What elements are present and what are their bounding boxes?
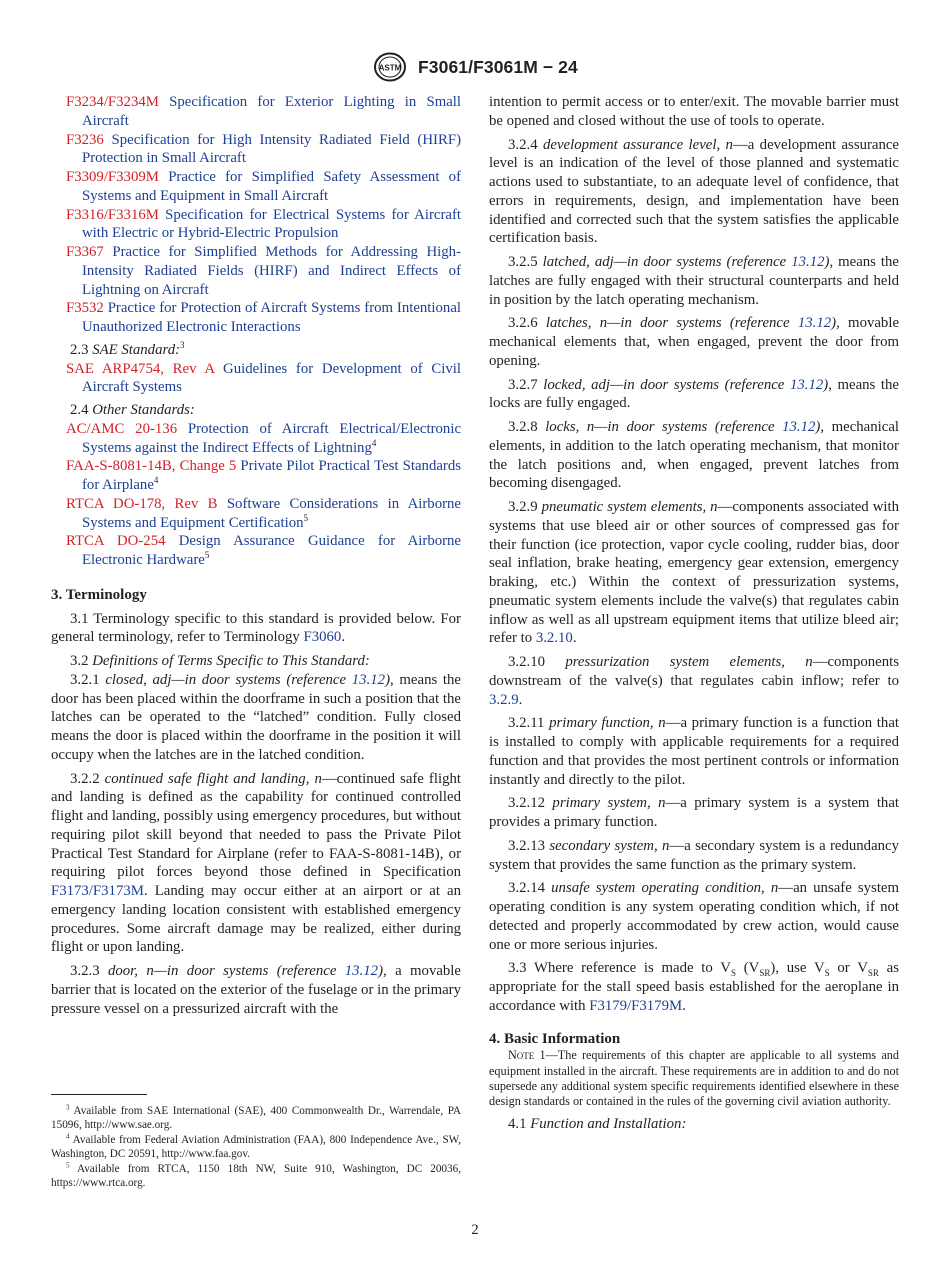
- astm-logo-text: ASTM: [378, 63, 402, 73]
- reference-list: [51, 93, 461, 337]
- reference-item[interactable]: F3309/F3309M Practice for Simplified Safety Assessment of Systems and Equipment in Small Aircraft: [66, 169, 462, 204]
- section-4-heading: 4. Basic Information: [489, 1030, 621, 1047]
- link-13-12[interactable]: 13.12: [791, 254, 825, 270]
- reference-item[interactable]: F3532 Practice for Protection of Aircraft Systems from Intentional Unauthorized Electronic Interactions: [66, 300, 461, 335]
- reference-item[interactable]: RTCA DO-178, Rev B Software Considerations in Airborne Systems and Equipment Certification$^5$: [66, 495, 461, 531]
- footnote: $^5$ Available from RTCA, 1150 18th NW, Suite 910, Washington, DC 20036, https://www.rtca.org.: [51, 1161, 462, 1189]
- reference-item[interactable]: F3316/F3316M Specification for Electrical Systems for Aircraft with Electric or Hybrid-Electric Propulsion: [66, 206, 461, 242]
- paragraph-3-2-4: 3.2.4 development assurance level, n—a development assurance level is an indication of the level of those planned and systematic actions used to substantiate, to an adequate level of confidence, that errors in requirements, design, and implementation have been identified and corrected such that the system satisfies the applicable certification basis.: [489, 136, 900, 247]
- section-3-heading: 3. Terminology: [51, 586, 147, 603]
- page-header: [0, 52, 950, 82]
- paragraph-3-2-11: 3.2.11 primary function, n—a primary function is a function that is installed to comply with applicable requirements for a required function and that provides the most pertinent controls or information instantly and directly to the pilot.: [489, 715, 899, 788]
- paragraph-3-2-8: 3.2.8 locks, n—in door systems (reference 13.12), mechanical elements, in addition to the latch operating mechanism, that monitor the latch positions and, when engaged, prevent latches from becoming disengaged.: [489, 419, 900, 492]
- paragraph-3-2: 3.2 Definitions of Terms Specific to This Standard:: [70, 653, 370, 669]
- reference-item[interactable]: FAA-S-8081-14B, Change 5 Private Pilot Practical Test Standards for Airplane$^4$: [66, 458, 461, 493]
- reference-item[interactable]: F3367 Practice for Simplified Methods for Addressing High-Intensity Radiated Fields (HIRF) and Indirect Effects of Lightning on Aircraft: [66, 244, 461, 298]
- paragraph-3-1: 3.1 Terminology specific to this standard is provided below. For general terminology, refer to Terminology F3060.: [51, 610, 461, 646]
- paragraph-3-2-2: 3.2.2 continued safe flight and landing, n—continued safe flight and landing is defined as the capability for continued controlled flight and landing, possibly using emergency procedures, but without requiring pilot skill beyond that needed to pass the Private Pilot Practical Test Standard for Airplane (refer to FAA-S-8081-14B), or requiring pilot forces beyond those defined in Specification F3173/F3173M. Landing may occur either at an airport or at an emergency landing location consistent with established emergency procedures. Some aircraft damage may be realized, either during flight or upon landing.: [51, 770, 461, 956]
- paragraph-3-3: 3.3 Where reference is made to $V_S$ $(V_{SR})$, use $V_S$ or $V_{SR}$ as appropriate for the stall speed basis established for the aeroplane in accordance with F3179/F3179M.: [489, 960, 899, 1014]
- reference-item[interactable]: F3236 Specification for High Intensity Radiated Field (HIRF) Protection in Small Aircraft: [66, 131, 461, 167]
- reference-item[interactable]: AC/AMC 20-136 Protection of Aircraft Electrical/Electronic Systems against the Indirect Effects of Lightning$^4$: [66, 420, 462, 456]
- footnote: $^3$ Available from SAE International (SAE), 400 Commonwealth Dr., Warrendale, PA 15096, http://www.sae.org.: [51, 1103, 461, 1131]
- footnotes: [51, 1104, 461, 1191]
- paragraph-3-2-6: 3.2.6 latches, n—in door systems (reference 13.12), movable mechanical elements that, when engaged, prevent the door from opening.: [489, 315, 900, 369]
- link-f3173[interactable]: F3173/F3173M: [51, 883, 144, 899]
- link-13-12[interactable]: 13.12: [782, 419, 816, 435]
- left-column: [51, 93, 461, 1023]
- link-3-2-10[interactable]: 3.2.10: [535, 630, 573, 647]
- section-2-4-heading: 2.4 Other Standards:: [70, 402, 195, 418]
- paragraph-3-2-10: 3.2.10 pressurization system elements, n—components downstream of the valve(s) that regulates cabin inflow; refer to 3.2.9.: [489, 654, 899, 708]
- reference-item[interactable]: SAE ARP4754, Rev A Guidelines for Development of Civil Aircraft Systems: [66, 360, 461, 396]
- paragraph-3-2-7: 3.2.7 locked, adj—in door systems (reference 13.12), means the locks are fully engaged.: [489, 376, 899, 412]
- reference-item[interactable]: F3234/F3234M Specification for Exterior Lighting in Small Aircraft: [66, 94, 461, 129]
- footnote: $^4$ Available from Federal Aviation Administration (FAA), 800 Independence Ave., SW, Washington, DC 20591, http://www.faa.gov.: [51, 1132, 461, 1160]
- right-column: [489, 93, 899, 1139]
- link-13-12[interactable]: 13.12: [344, 963, 379, 979]
- link-13-12[interactable]: 13.12: [797, 315, 832, 332]
- link-3-2-9[interactable]: 3.2.9: [489, 691, 519, 708]
- paragraph-3-2-3-continued: intention to permit access or to enter/exit. The movable barrier must be opened and closed without the use of tools to operate.: [489, 94, 899, 129]
- paragraph-3-2-14: 3.2.14 unsafe system operating condition, n—an unsafe system operating condition is any system operating condition which, if not detected and properly accommodated by crew action, would cause one or more serious injuries.: [489, 880, 900, 953]
- document-designation: F3061/F3061M − 24: [418, 57, 578, 77]
- paragraph-3-2-1: 3.2.1 closed, adj—in door systems (reference 13.12), means the door has been placed within the doorframe in such a position that the latches can be operated to the “latched” condition. Fully closed means the door is placed within the doorframe in the position it will occupy when the latches are in the latched condition.: [51, 671, 462, 763]
- paragraph-3-2-9: 3.2.9 pneumatic system elements, n—components associated with systems that use bleed air or other sources of compressed gas for their function (ice protection, vapor cycle cooling, rudder bias, door seal inflation, brake heating, emergency gear extension, emergency braking, etc.) Within the context of pressurization systems, pneumatic system elements include the valve(s) that regulates cabin inflow as well as all upstream equipment items that utilize bleed air; refer to 3.2.10.: [489, 499, 899, 647]
- page-number: 2: [471, 1222, 479, 1238]
- paragraph-3-2-13: 3.2.13 secondary system, n—a secondary system is a redundancy system that provides the same function as the primary system.: [489, 837, 899, 873]
- reference-item[interactable]: RTCA DO-254 Design Assurance Guidance for Airborne Electronic Hardware$^5$: [66, 533, 462, 568]
- section-2-3-heading: 2.3 SAE Standard:$^3$: [70, 339, 185, 358]
- note-1: Note 1—The requirements of this chapter are applicable to all systems and equipment installed in the aircraft. These requirements are in addition to and do not supersede any additional system specific requirements identified elsewhere in these design standards or contained in the rules of the governing civil aviation authority.: [489, 1048, 899, 1109]
- link-13-12[interactable]: 13.12: [351, 671, 386, 688]
- link-f3060[interactable]: F3060: [303, 629, 342, 646]
- link-13-12[interactable]: 13.12: [789, 376, 824, 393]
- paragraph-3-2-12: 3.2.12 primary system, n—a primary system is a system that provides a primary function.: [489, 795, 900, 830]
- paragraph-3-2-5: 3.2.5 latched, adj—in door systems (reference 13.12), means the latches are fully engaged with their structural counterparts and held in position by the latch operating mechanism.: [489, 254, 900, 308]
- footnote-divider: [51, 1094, 147, 1095]
- link-f3179[interactable]: F3179/F3179M: [589, 997, 683, 1014]
- astm-logo: [373, 52, 407, 82]
- paragraph-4-1: 4.1 Function and Installation:: [508, 1116, 687, 1133]
- paragraph-3-2-3: 3.2.3 door, n—in door systems (reference 13.12), a movable barrier that is located on the exterior of the fuselage or in the primary pressure vessel on a pressurized aircraft with the: [51, 963, 461, 1017]
